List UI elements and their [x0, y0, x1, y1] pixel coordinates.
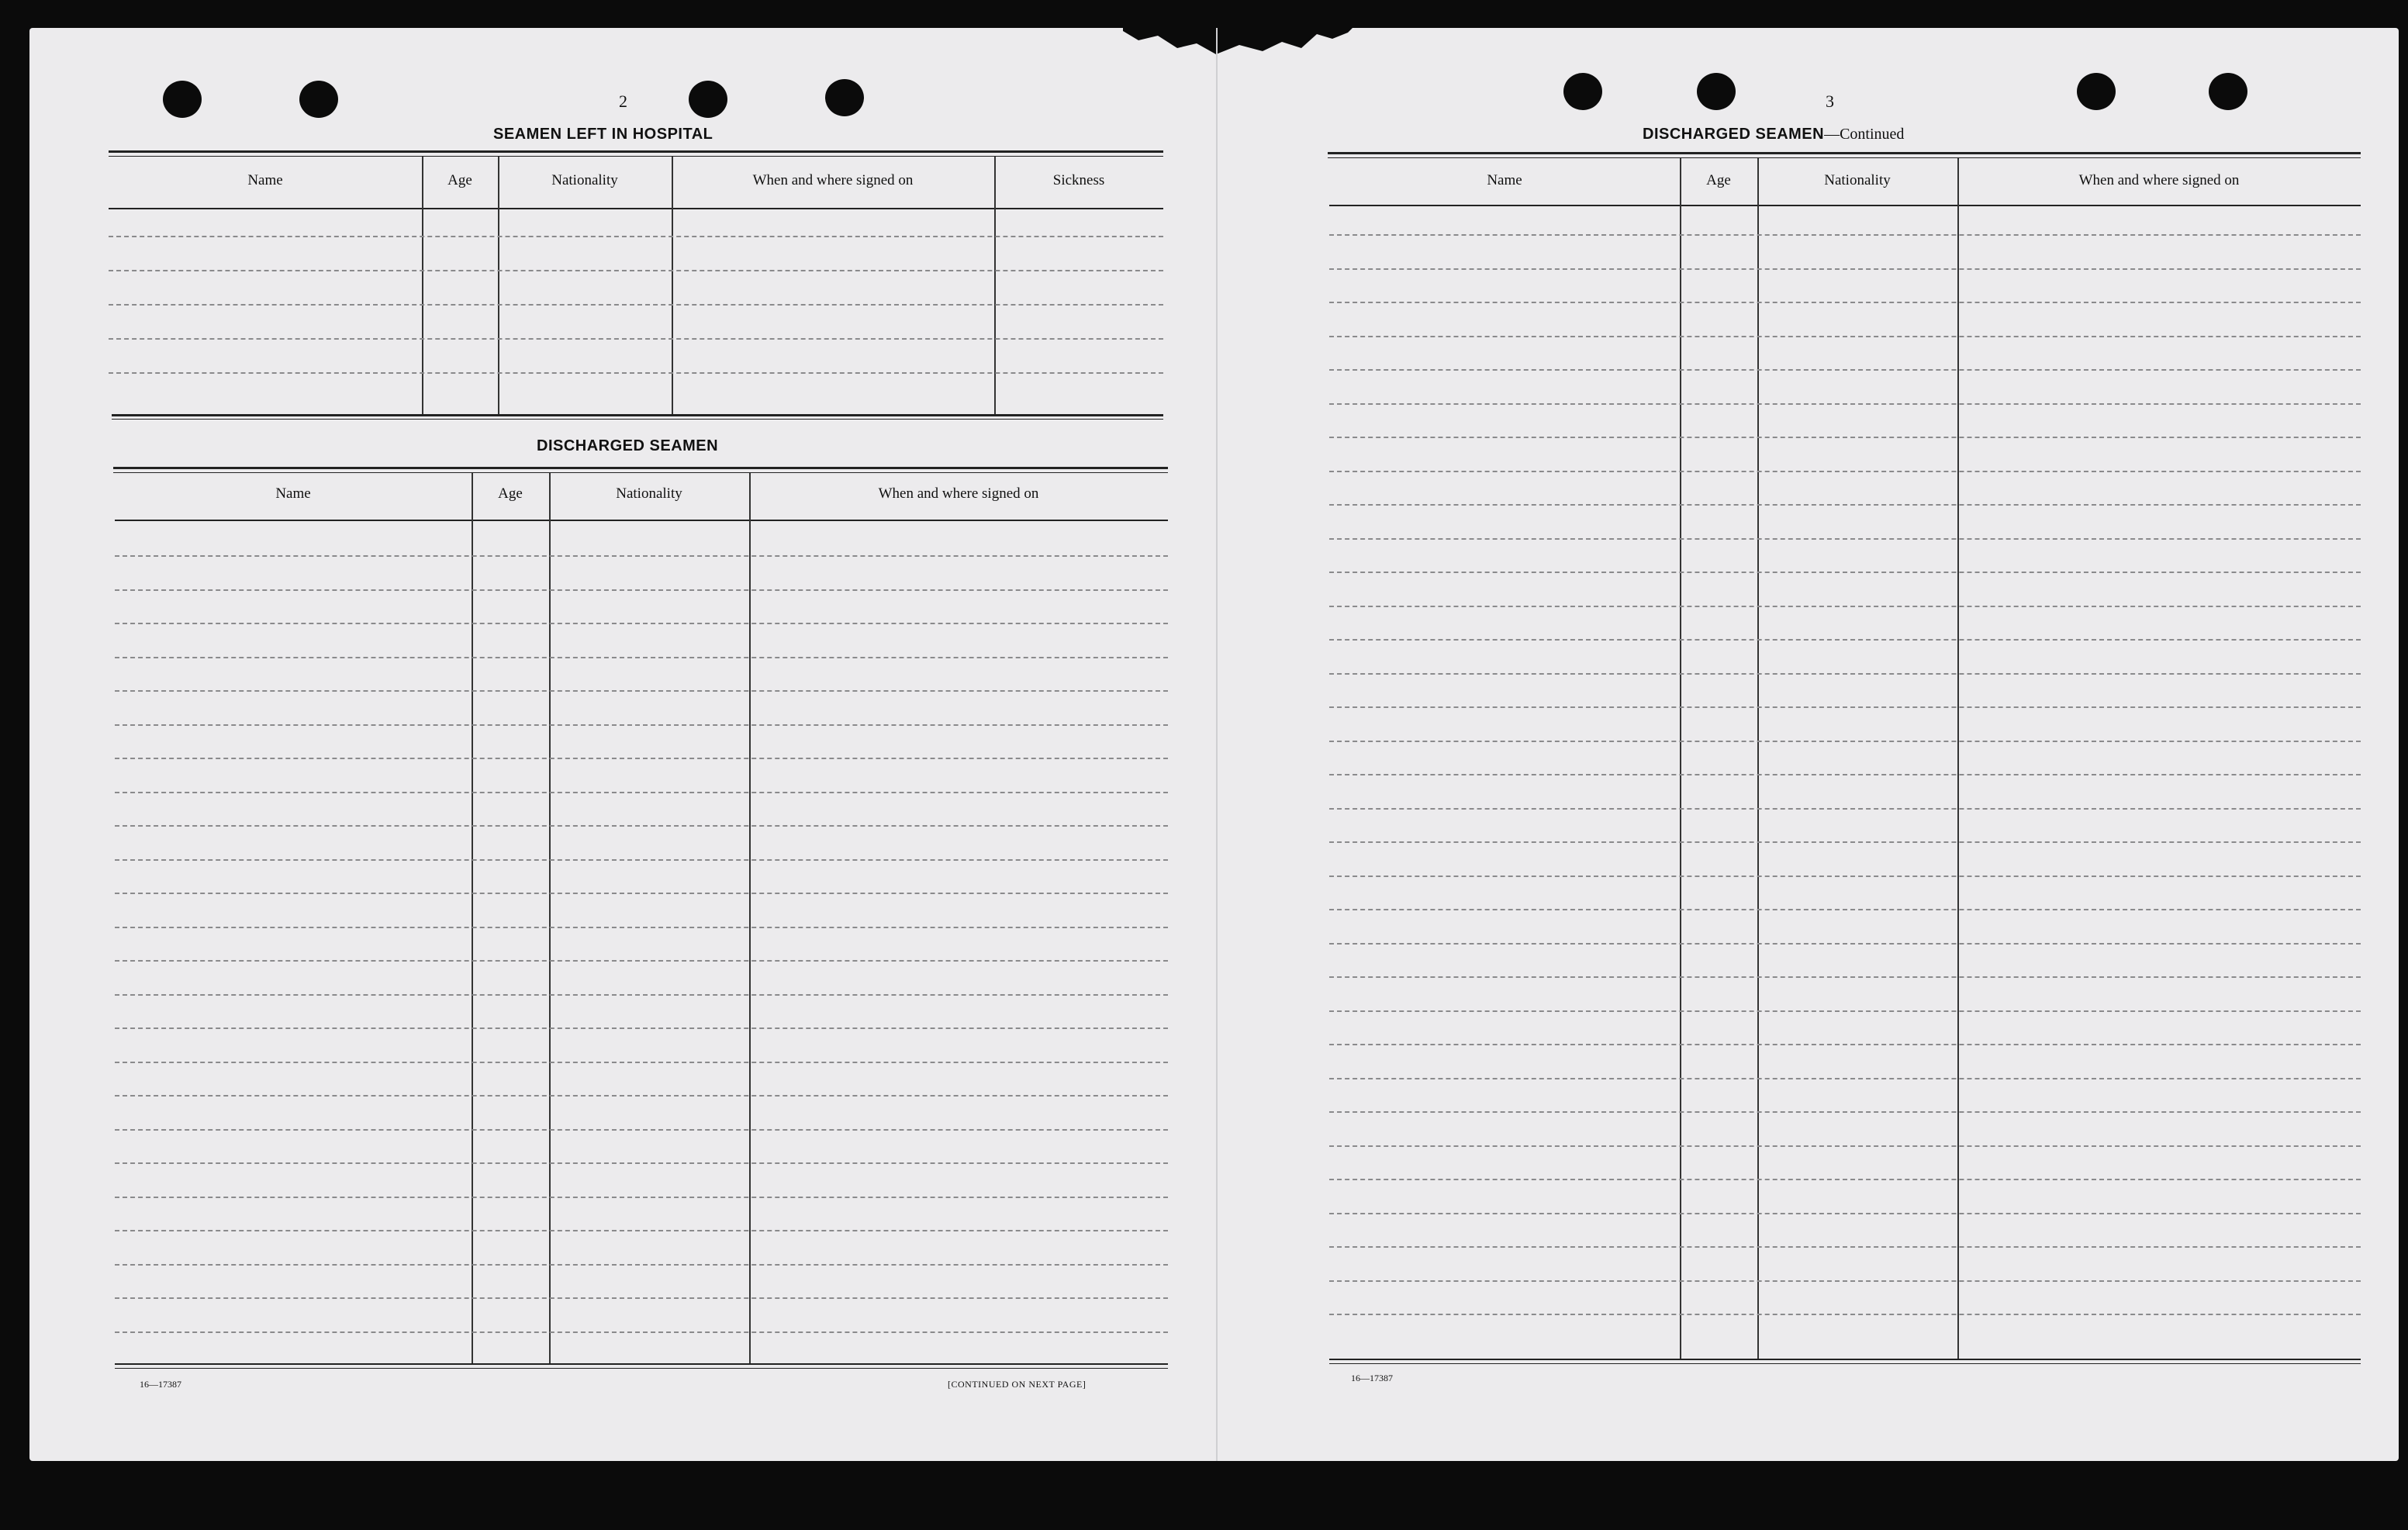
entry-line	[115, 690, 1168, 692]
entry-line	[1329, 639, 2361, 641]
entry-line	[1329, 841, 2361, 843]
bottom-rule-thin	[112, 419, 1163, 420]
entry-line	[115, 1264, 1168, 1266]
entry-line	[115, 1197, 1168, 1198]
column-divider	[672, 157, 673, 414]
entry-line	[115, 657, 1168, 658]
entry-line	[115, 1062, 1168, 1063]
column-header: When and where signed on	[752, 172, 914, 188]
bottom-rule	[112, 414, 1163, 416]
entry-line	[115, 623, 1168, 624]
entry-line	[115, 1297, 1168, 1299]
entry-line	[115, 927, 1168, 928]
entry-line	[1329, 673, 2361, 675]
entry-line	[1329, 1213, 2361, 1214]
entry-line	[1329, 1078, 2361, 1079]
column-header: Nationality	[616, 485, 682, 502]
column-header: Name	[1487, 172, 1522, 188]
entry-line	[1329, 808, 2361, 810]
entry-line	[115, 792, 1168, 793]
entry-line	[1329, 606, 2361, 607]
entry-line	[1329, 234, 2361, 236]
entry-line	[115, 1230, 1168, 1231]
entry-line	[1329, 504, 2361, 506]
top-rule-thin	[1328, 157, 2361, 158]
entry-line	[1329, 1280, 2361, 1282]
entry-line	[1329, 268, 2361, 270]
entry-line	[1329, 1314, 2361, 1315]
entry-line	[1329, 706, 2361, 708]
right-page	[1218, 28, 2399, 1461]
entry-line	[1329, 1145, 2361, 1147]
entry-line	[115, 960, 1168, 962]
top-rule	[113, 467, 1168, 469]
discharged-continued-title	[1643, 126, 1904, 143]
bottom-rule	[1329, 1359, 2361, 1360]
entry-line	[1329, 1044, 2361, 1045]
entry-line	[115, 724, 1168, 726]
document-sheet	[29, 28, 2399, 1461]
column-header: Sickness	[1052, 172, 1105, 188]
entry-line	[1329, 1111, 2361, 1113]
entry-line	[115, 994, 1168, 996]
bottom-rule-thin	[115, 1368, 1168, 1369]
continued-note: [CONTINUED ON NEXT PAGE]	[948, 1379, 1087, 1390]
entry-line	[1329, 403, 2361, 405]
entry-line	[1329, 909, 2361, 910]
entry-line	[1329, 774, 2361, 775]
entry-line	[109, 338, 1163, 340]
column-divider	[422, 157, 423, 414]
entry-line	[1329, 471, 2361, 472]
entry-line	[115, 555, 1168, 557]
entry-line	[115, 758, 1168, 759]
entry-line	[109, 236, 1163, 237]
top-rule-thin	[109, 156, 1163, 157]
column-header: When and where signed on	[878, 485, 1039, 502]
column-header: Nationality	[1824, 172, 1891, 188]
entry-line	[1329, 943, 2361, 945]
entry-line	[1329, 302, 2361, 303]
title-main: DISCHARGED SEAMEN	[1643, 126, 1825, 143]
form-number: 16—17387	[1351, 1373, 1393, 1383]
entry-line	[115, 1027, 1168, 1029]
hospital-section-title: SEAMEN LEFT IN HOSPITAL	[493, 126, 713, 143]
entry-line	[109, 372, 1163, 374]
entry-line	[1329, 538, 2361, 540]
form-number: 16—17387	[140, 1379, 181, 1390]
bottom-rule-thin	[1329, 1363, 2361, 1364]
top-rule	[1328, 152, 2361, 154]
top-rule-thin	[113, 472, 1168, 473]
column-divider	[498, 157, 499, 414]
entry-line	[115, 589, 1168, 591]
column-divider	[994, 157, 996, 414]
entry-line	[1329, 741, 2361, 742]
entry-line	[115, 1162, 1168, 1164]
entry-line	[109, 304, 1163, 306]
entry-line	[1329, 976, 2361, 978]
entry-line	[115, 1129, 1168, 1131]
entry-line	[1329, 572, 2361, 573]
column-header: Name	[275, 485, 311, 502]
entry-line	[1329, 1246, 2361, 1248]
column-header: Age	[447, 172, 472, 188]
entry-line	[115, 859, 1168, 861]
page-number: 3	[1826, 92, 1834, 111]
header-underline	[109, 208, 1163, 209]
column-header: Age	[498, 485, 523, 502]
entry-line	[1329, 1010, 2361, 1012]
entry-line	[109, 270, 1163, 271]
left-page	[29, 28, 1216, 1461]
column-header: Nationality	[551, 172, 618, 188]
column-header: Age	[1706, 172, 1731, 188]
entry-line	[115, 1095, 1168, 1097]
entry-line	[1329, 1179, 2361, 1180]
entry-line	[1329, 369, 2361, 371]
title-continued: —Continued	[1824, 126, 1905, 143]
discharged-section-title: DISCHARGED SEAMEN	[537, 437, 719, 454]
column-header: Name	[247, 172, 283, 188]
bottom-rule	[115, 1363, 1168, 1365]
entry-line	[115, 893, 1168, 894]
entry-line	[115, 825, 1168, 827]
header-underline	[115, 520, 1168, 521]
entry-line	[115, 1331, 1168, 1333]
top-rule	[109, 150, 1163, 153]
entry-line	[1329, 437, 2361, 438]
header-underline	[1329, 205, 2361, 206]
page-number: 2	[619, 92, 627, 111]
entry-line	[1329, 336, 2361, 337]
column-header: When and where signed on	[2078, 172, 2240, 188]
entry-line	[1329, 876, 2361, 877]
